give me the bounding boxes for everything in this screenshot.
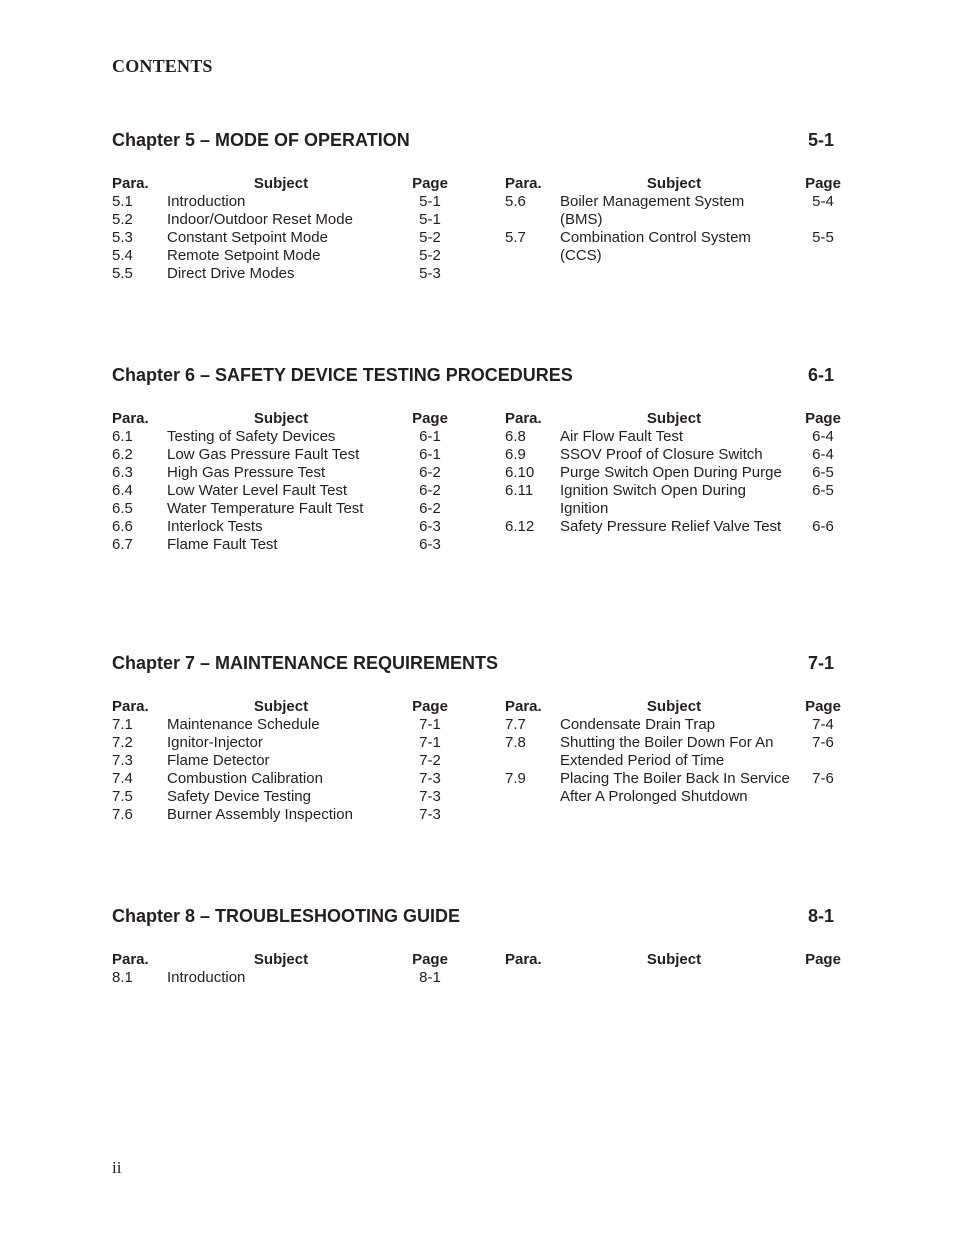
entry-para: 5.7: [505, 229, 526, 246]
entry-para: 7.7: [505, 716, 526, 733]
toc-entry[interactable]: [505, 770, 845, 806]
header-page: Page: [412, 698, 448, 715]
entry-page: 7-1: [419, 734, 441, 751]
entry-page: 6-3: [419, 518, 441, 535]
chapter-title[interactable]: Chapter 7 – MAINTENANCE REQUIREMENTS: [112, 653, 499, 673]
toc-column-right: [505, 175, 845, 265]
entry-subject[interactable]: Water Temperature Fault Test: [167, 500, 364, 517]
header-para: Para.: [505, 410, 542, 427]
header-page: Page: [412, 175, 448, 192]
entry-subject[interactable]: Indoor/Outdoor Reset Mode: [167, 211, 353, 228]
entry-subject[interactable]: Direct Drive Modes: [167, 265, 295, 282]
entry-para: 6.6: [112, 518, 133, 535]
entry-subject[interactable]: Combination Control System (CCS): [560, 229, 751, 264]
toc-column-right: [505, 410, 845, 536]
entry-subject[interactable]: Boiler Management System (BMS): [560, 193, 745, 228]
header-subject: Subject: [646, 951, 702, 968]
column-header-row: [112, 698, 452, 716]
entry-para: 6.11: [505, 482, 534, 499]
toc-column-left: [112, 175, 452, 283]
contents-title: CONTENTS: [112, 56, 213, 76]
toc-columns: [112, 951, 842, 1151]
entry-page: 5-1: [419, 193, 441, 210]
header-para: Para.: [112, 410, 149, 427]
entry-para: 6.1: [112, 428, 133, 445]
entry-subject[interactable]: Low Water Level Fault Test: [167, 482, 348, 499]
entry-page: 6-4: [812, 428, 834, 445]
toc-entry[interactable]: [112, 716, 452, 734]
column-header-row: [505, 951, 845, 969]
entry-subject[interactable]: Safety Pressure Relief Valve Test: [560, 518, 782, 535]
entry-para: 7.4: [112, 770, 133, 787]
chapter-title[interactable]: Chapter 8 – TROUBLESHOOTING GUIDE: [112, 906, 461, 926]
chapter-heading: [112, 906, 842, 930]
entry-page: 5-4: [812, 193, 834, 210]
entry-page: 5-3: [419, 265, 441, 282]
toc-entry[interactable]: [112, 806, 452, 824]
entry-para: 6.8: [505, 428, 526, 445]
toc-entry[interactable]: [112, 446, 452, 464]
toc-entry[interactable]: [112, 193, 452, 211]
toc-column-right: [505, 698, 845, 806]
toc-entry[interactable]: [505, 716, 845, 734]
toc-entry[interactable]: [112, 969, 452, 987]
entry-subject[interactable]: Purge Switch Open During Purge: [560, 464, 782, 481]
entry-subject[interactable]: Testing of Safety Devices: [167, 428, 336, 445]
entry-page: 7-4: [812, 716, 834, 733]
header-para: Para.: [505, 951, 542, 968]
toc-entry[interactable]: [112, 265, 452, 283]
entry-page: 7-2: [419, 752, 441, 769]
entry-page: 7-3: [419, 806, 441, 823]
entry-page: 6-1: [419, 428, 441, 445]
entry-page: 7-3: [419, 788, 441, 805]
entry-page: 5-2: [419, 229, 441, 246]
toc-entry[interactable]: [112, 752, 452, 770]
entry-para: 8.1: [112, 969, 133, 986]
entry-subject[interactable]: High Gas Pressure Test: [167, 464, 326, 481]
entry-para: 7.1: [112, 716, 133, 733]
entry-page: 6-2: [419, 482, 441, 499]
entry-para: 7.6: [112, 806, 133, 823]
chapter-8-section: [112, 906, 842, 1151]
entry-para: 5.3: [112, 229, 133, 246]
entry-page: 7-6: [812, 770, 834, 787]
entry-page: 6-2: [419, 500, 441, 517]
toc-entry[interactable]: [112, 247, 452, 265]
toc-entry[interactable]: [112, 500, 452, 518]
header-page: Page: [805, 175, 841, 192]
entry-page: 6-2: [419, 464, 441, 481]
entry-subject[interactable]: Remote Setpoint Mode: [167, 247, 321, 264]
toc-columns: [112, 698, 842, 898]
entry-subject[interactable]: Safety Device Testing: [167, 788, 311, 805]
entry-subject[interactable]: Shutting the Boiler Down For An Extended Period of Time: [560, 734, 774, 769]
header-para: Para.: [505, 698, 542, 715]
entry-subject[interactable]: SSOV Proof of Closure Switch: [560, 446, 763, 463]
entry-para: 5.2: [112, 211, 133, 228]
chapter-heading: [112, 653, 842, 677]
chapter-7-section: [112, 653, 842, 898]
entry-para: 6.7: [112, 536, 133, 553]
toc-entry[interactable]: [505, 734, 845, 770]
entry-para: 6.3: [112, 464, 133, 481]
entry-para: 6.10: [505, 464, 535, 481]
entry-para: 7.5: [112, 788, 133, 805]
entry-subject[interactable]: Maintenance Schedule: [167, 716, 320, 733]
header-para: Para.: [112, 951, 149, 968]
entry-para: 7.9: [505, 770, 526, 787]
header-page: Page: [805, 951, 841, 968]
chapter-title[interactable]: Chapter 5 – MODE OF OPERATION: [112, 130, 410, 150]
toc-entry[interactable]: [505, 446, 845, 464]
entry-subject[interactable]: Burner Assembly Inspection: [167, 806, 353, 823]
header-page: Page: [805, 698, 841, 715]
chapter-page-number: 5-1: [808, 130, 835, 150]
entry-page: 7-1: [419, 716, 441, 733]
entry-page: 6-6: [812, 518, 834, 535]
header-page: Page: [412, 410, 448, 427]
entry-para: 7.8: [505, 734, 526, 751]
entry-subject[interactable]: Air Flow Fault Test: [560, 428, 684, 445]
toc-entry[interactable]: [505, 482, 845, 518]
entry-subject[interactable]: Constant Setpoint Mode: [167, 229, 328, 246]
toc-entry[interactable]: [505, 229, 845, 265]
entry-para: 7.3: [112, 752, 133, 769]
entry-subject[interactable]: Condensate Drain Trap: [560, 716, 716, 733]
entry-para: 6.4: [112, 482, 133, 499]
entry-subject[interactable]: Placing The Boiler Back In Service After A Prolonged Shutdown: [560, 770, 790, 805]
toc-entry[interactable]: [112, 788, 452, 806]
header-para: Para.: [505, 175, 542, 192]
entry-page: 6-5: [812, 482, 834, 499]
entry-para: 5.1: [112, 193, 133, 210]
toc-entry[interactable]: [505, 518, 845, 536]
header-subject: Subject: [646, 698, 702, 715]
toc-entry[interactable]: [112, 518, 452, 536]
chapter-page-number: 6-1: [808, 365, 835, 385]
header-subject: Subject: [646, 410, 702, 427]
chapter-heading: [112, 365, 842, 389]
entry-page: 6-4: [812, 446, 834, 463]
entry-page: 6-1: [419, 446, 441, 463]
toc-entry[interactable]: [112, 428, 452, 446]
entry-para: 6.5: [112, 500, 133, 517]
entry-page: 5-1: [419, 211, 441, 228]
toc-entry[interactable]: [112, 211, 452, 229]
header-subject: Subject: [253, 410, 309, 427]
entry-subject[interactable]: Interlock Tests: [167, 518, 263, 535]
entry-para: 5.5: [112, 265, 133, 282]
entry-subject[interactable]: Introduction: [167, 193, 246, 210]
entry-para: 5.6: [505, 193, 526, 210]
header-page: Page: [412, 951, 448, 968]
entry-page: 5-2: [419, 247, 441, 264]
column-header-row: [112, 410, 452, 428]
toc-entry[interactable]: [112, 229, 452, 247]
toc-columns: [112, 410, 842, 610]
toc-entry[interactable]: [112, 464, 452, 482]
entry-subject[interactable]: Flame Detector: [167, 752, 270, 769]
toc-column-right: [505, 951, 845, 969]
entry-subject[interactable]: Flame Fault Test: [167, 536, 278, 553]
toc-column-left: [112, 951, 452, 987]
column-header-row: [112, 951, 452, 969]
entry-para: 7.2: [112, 734, 133, 751]
column-header-row: [112, 175, 452, 193]
header-page: Page: [805, 410, 841, 427]
entry-page: 6-5: [812, 464, 834, 481]
chapter-page-number: 8-1: [808, 906, 835, 926]
toc-columns: [112, 175, 842, 375]
entry-subject[interactable]: Introduction: [167, 969, 246, 986]
header-subject: Subject: [253, 698, 309, 715]
header-para: Para.: [112, 175, 149, 192]
entry-subject[interactable]: Ignition Switch Open During Ignition: [560, 482, 746, 517]
page-number: ii: [112, 1158, 122, 1177]
toc-entry[interactable]: [112, 536, 452, 554]
chapter-6-section: [112, 365, 842, 610]
chapter-page-number: 7-1: [808, 653, 835, 673]
toc-column-left: [112, 410, 452, 554]
column-header-row: [505, 410, 845, 428]
header-subject: Subject: [253, 175, 309, 192]
toc-entry[interactable]: [505, 193, 845, 229]
chapter-5-section: [112, 130, 842, 375]
entry-subject[interactable]: Ignitor-Injector: [167, 734, 263, 751]
column-header-row: [505, 175, 845, 193]
entry-para: 6.2: [112, 446, 133, 463]
toc-entry[interactable]: [505, 428, 845, 446]
column-header-row: [505, 698, 845, 716]
entry-page: 7-6: [812, 734, 834, 751]
chapter-title[interactable]: Chapter 6 – SAFETY DEVICE TESTING PROCEDURES: [112, 365, 573, 385]
entry-page: 8-1: [419, 969, 441, 986]
toc-entry[interactable]: [505, 464, 845, 482]
header-para: Para.: [112, 698, 149, 715]
entry-para: 6.12: [505, 518, 535, 535]
entry-subject[interactable]: Combustion Calibration: [167, 770, 323, 787]
chapter-heading: [112, 130, 842, 154]
toc-column-left: [112, 698, 452, 824]
toc-entry[interactable]: [112, 770, 452, 788]
entry-para: 6.9: [505, 446, 526, 463]
entry-subject[interactable]: Low Gas Pressure Fault Test: [167, 446, 360, 463]
entry-page: 5-5: [812, 229, 834, 246]
header-subject: Subject: [253, 951, 309, 968]
toc-entry[interactable]: [112, 734, 452, 752]
entry-page: 6-3: [419, 536, 441, 553]
header-subject: Subject: [646, 175, 702, 192]
toc-entry[interactable]: [112, 482, 452, 500]
entry-page: 7-3: [419, 770, 441, 787]
entry-para: 5.4: [112, 247, 133, 264]
